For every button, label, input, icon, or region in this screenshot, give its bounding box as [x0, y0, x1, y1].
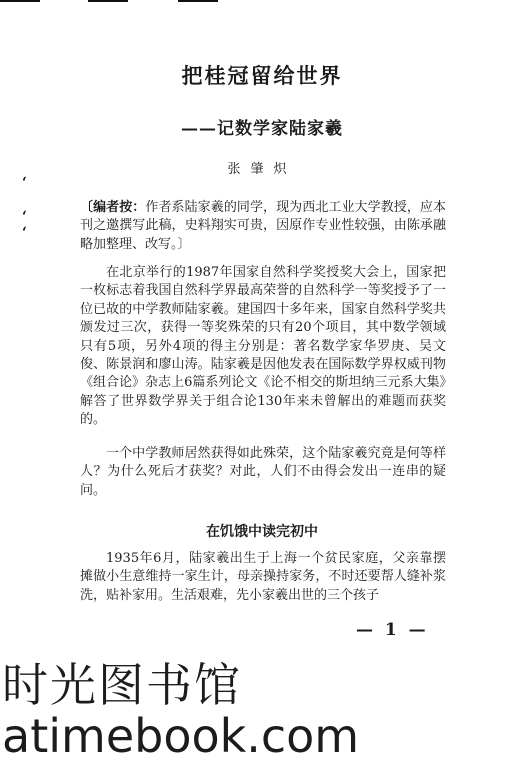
article-author: 张肇炽: [227, 162, 297, 177]
margin-speck: ʻ: [22, 209, 27, 225]
top-edge-mark: [88, 0, 128, 2]
watermark-chinese: 时光图书馆: [2, 658, 242, 712]
page-number: — 1 —: [356, 620, 429, 640]
body-paragraph: 在北京举行的1987年国家自然科学奖授奖大会上，国家把一枚标志着我国自然科学界最高荣誉的自然科学一等奖授予了一位已故的中学教师陆家羲。建国四十多年来，国家自然科学奖共颁发过三次，获得一等奖殊荣的只有20个项目，其中数学领域只有5项，另外4项的得主分别是：著名数学家华罗庚、吴文俊、陈景润和廖山涛。陆家羲是因他发表在国际数学界权威刊物《组合论》杂志上6篇系列论文《论不相交的斯坦纳三元系大集》解答了世界数学界关于组合论130年来未曾解出的难题而获奖的。: [80, 265, 446, 428]
top-edge-mark: [178, 0, 218, 2]
top-edge-marks: [0, 0, 524, 6]
watermark-url: atimebook.com: [2, 709, 360, 763]
margin-speck: ʻ: [22, 225, 27, 241]
top-edge-mark: [0, 0, 40, 2]
editor-note: [80, 199, 446, 254]
margin-speck: ʻ: [22, 175, 27, 191]
article-title: 把桂冠留给世界: [181, 63, 343, 88]
article-subtitle: ——记数学家陆家羲: [181, 119, 343, 139]
body-paragraph: 一个中学教师居然获得如此殊荣，这个陆家羲究竟是何等样人？为什么死后才获奖？对此，人们不由得会发出一连串的疑问。: [80, 446, 446, 498]
editor-note-text: 作者系陆家羲的同学，现为西北工业大学教授，应本刊之邀撰写此稿，史料翔实可贵，因原作专业性较强，由陈承融略加整理、改写。〕: [80, 200, 446, 252]
body-paragraph: 1935年6月，陆家羲出生于上海一个贫民家庭，父亲靠摆摊做小生意维持一家生计，母亲操持家务，不时还要帮人缝补浆洗，贴补家用。生活艰难，先小家羲出世的三个孩子: [80, 551, 446, 603]
editor-note-label: 〔编者按：: [80, 200, 146, 215]
section-heading: 在饥饿中读完初中: [206, 524, 318, 540]
